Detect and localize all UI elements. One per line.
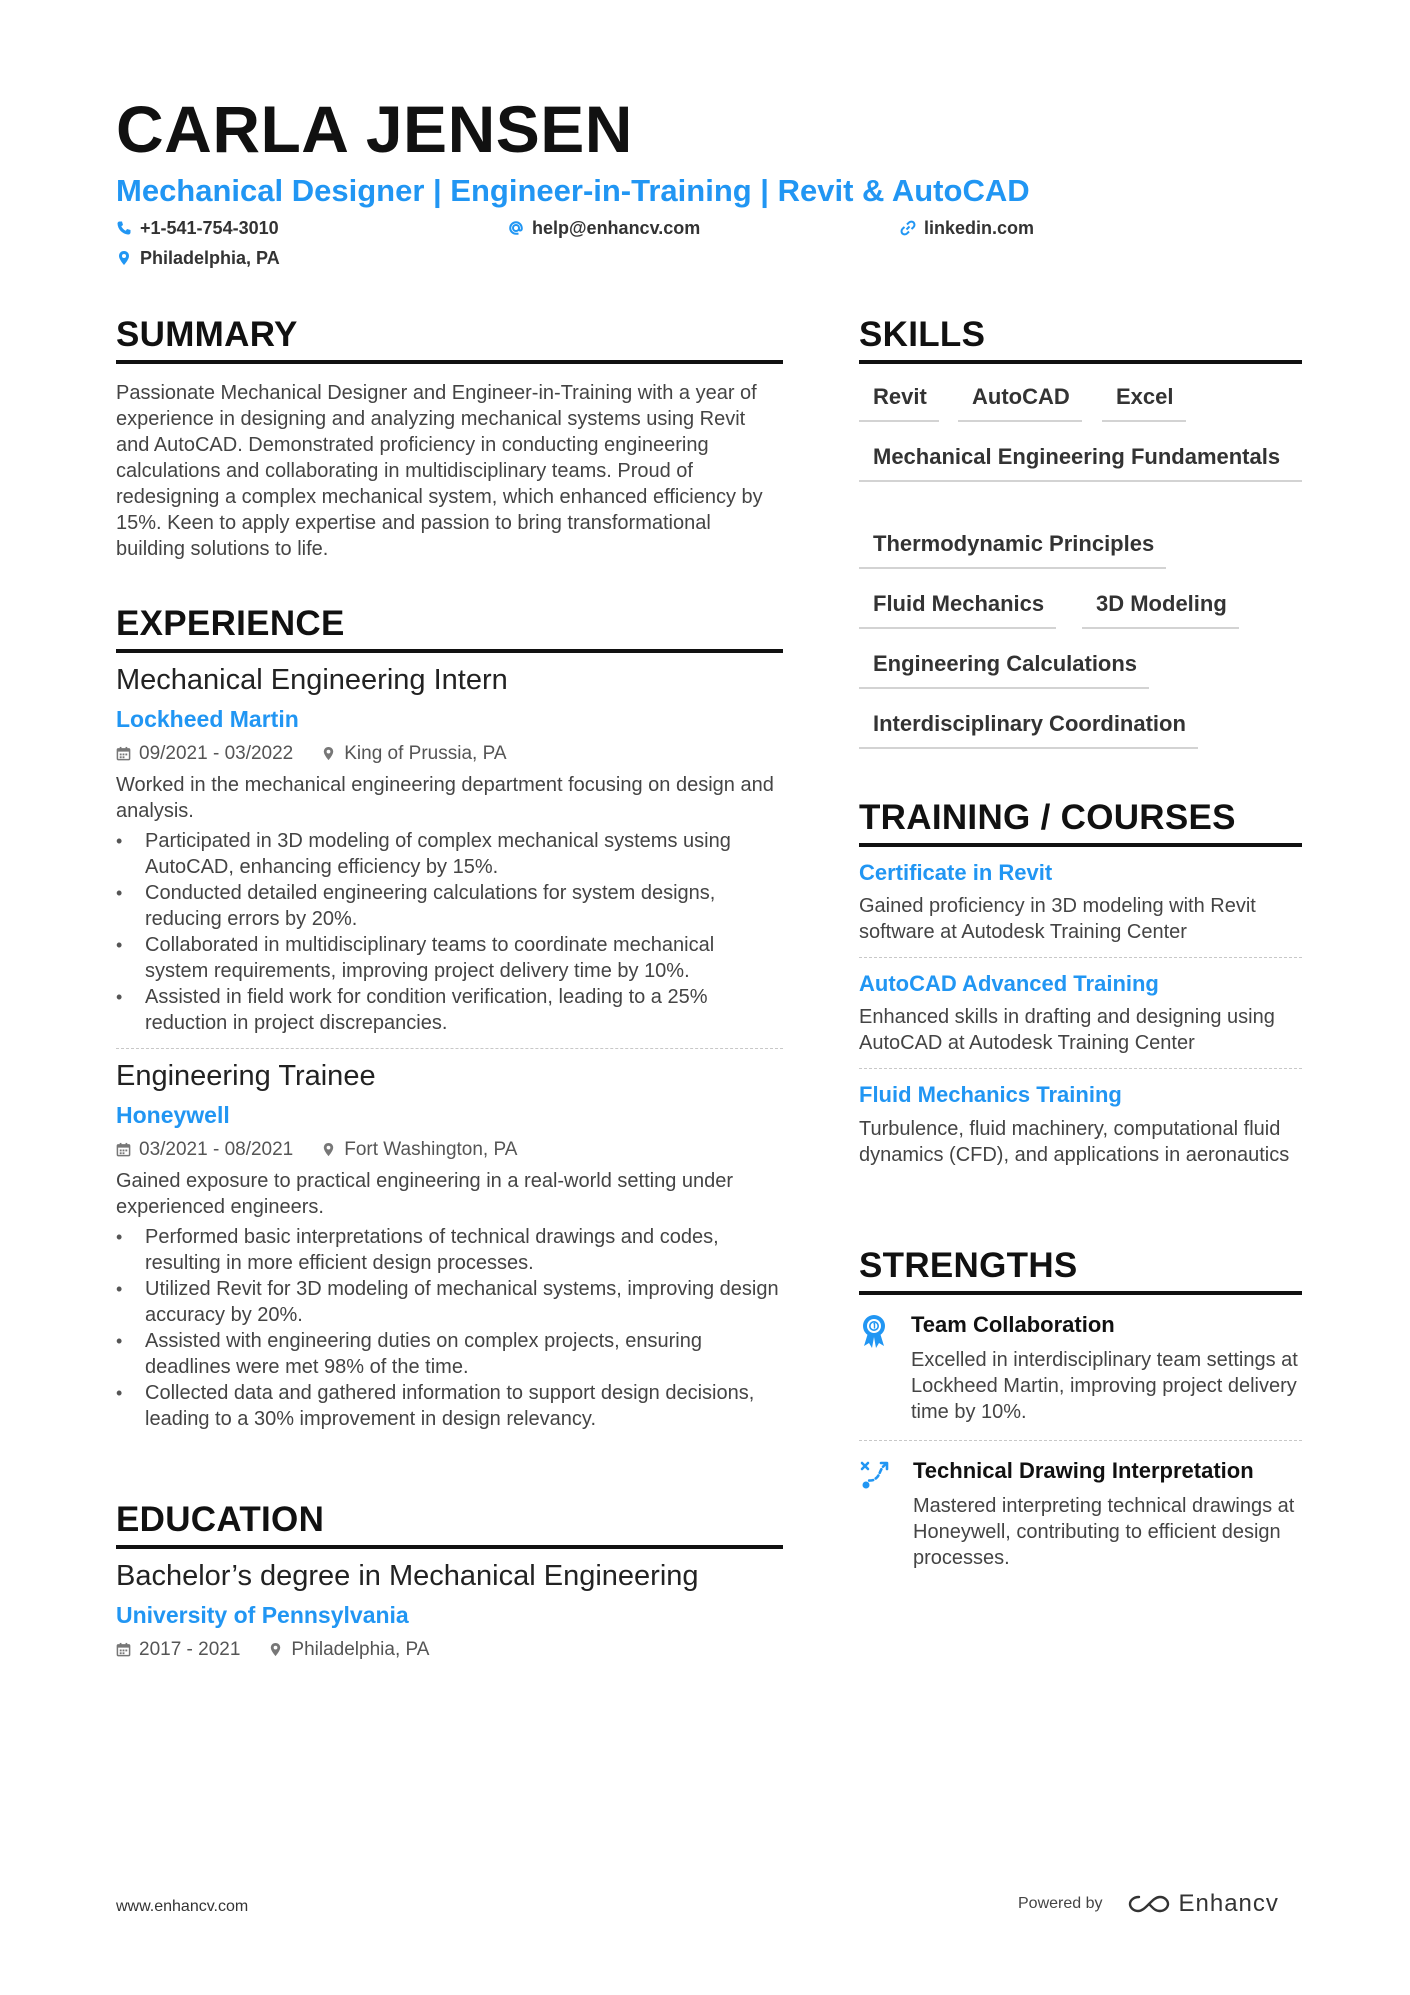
- experience-section: [116, 606, 783, 1432]
- job-entry: [116, 665, 783, 1036]
- course-description: Enhanced skills in drafting and designing using AutoCAD at Autodesk Training Center: [859, 1006, 1275, 1055]
- location-pin-icon: [321, 746, 336, 761]
- summary-heading: SUMMARY: [116, 315, 298, 354]
- job-bullet: • Utilized Revit for 3D modeling of mechanical systems, improving design accuracy by 20%.: [116, 1276, 783, 1328]
- entry-divider: [116, 1048, 783, 1049]
- job-description: Gained exposure to practical engineering in a real-world setting under experienced engineers.: [116, 1170, 734, 1219]
- job-location-text: Fort Washington, PA: [344, 1139, 518, 1161]
- strength-entry: [859, 1313, 1302, 1425]
- job-entry: [116, 1061, 783, 1432]
- section-rule: [859, 360, 1302, 364]
- strength-description: Mastered interpreting technical drawings at Honeywell, contributing to efficient design processes.: [913, 1495, 1295, 1570]
- award-ribbon-icon: [859, 1313, 889, 1349]
- section-rule: [116, 360, 783, 364]
- job-meta: [116, 744, 783, 763]
- job-location: [321, 744, 506, 763]
- candidate-name: CARLA JENSEN: [116, 92, 633, 166]
- location-text: Philadelphia, PA: [140, 248, 280, 268]
- skill-tag: Excel: [1102, 383, 1186, 422]
- job-bullet: • Participated in 3D modeling of complex mechanical systems using AutoCAD, enhancing efficiency by 15%.: [116, 828, 783, 880]
- footer-website[interactable]: www.enhancv.com: [116, 1898, 249, 1915]
- email-text: help@enhancv.com: [532, 218, 701, 238]
- job-bullet: • Performed basic interpretations of technical drawings and codes, resulting in more efficient design processes.: [116, 1224, 783, 1276]
- job-bullet: • Assisted with engineering duties on complex projects, ensuring deadlines were met 98% of the time.: [116, 1328, 783, 1380]
- course-description: Gained proficiency in 3D modeling with Revit software at Autodesk Training Center: [859, 895, 1256, 944]
- skill-tag: 3D Modeling: [1082, 590, 1239, 629]
- job-bullet: • Collaborated in multidisciplinary teams to coordinate mechanical system requirements, improving project delivery time by 10%.: [116, 932, 783, 984]
- location-pin-icon: [268, 1642, 283, 1657]
- skill-tag: Interdisciplinary Coordination: [859, 710, 1198, 749]
- course-entry: [859, 861, 1302, 945]
- section-rule: [116, 1545, 783, 1549]
- company-name: Honeywell: [116, 1102, 230, 1129]
- course-entry: [859, 972, 1302, 1056]
- strengths-section: [859, 1248, 1302, 1571]
- job-dates-text: 09/2021 - 03/2022: [139, 743, 294, 765]
- training-section: [859, 800, 1302, 1168]
- calendar-icon: [116, 1142, 131, 1157]
- at-sign-icon: [508, 220, 524, 236]
- strength-title: Team Collaboration: [911, 1312, 1115, 1337]
- education-dates: [116, 1640, 240, 1659]
- calendar-icon: [116, 1642, 131, 1657]
- phone-icon: [116, 220, 132, 236]
- powered-by-text: Powered by: [1018, 1895, 1103, 1912]
- training-heading: TRAINING / COURSES: [859, 798, 1236, 837]
- skills-section: [859, 317, 1302, 364]
- contact-linkedin[interactable]: [900, 219, 1034, 237]
- job-meta: [116, 1140, 783, 1159]
- contact-email[interactable]: [508, 219, 700, 237]
- company-name: Lockheed Martin: [116, 705, 299, 732]
- course-title: Certificate in Revit: [859, 860, 1053, 885]
- skill-tag: Mechanical Engineering Fundamentals: [859, 443, 1302, 482]
- job-dates: [116, 1140, 293, 1159]
- job-bullets: [116, 828, 783, 1036]
- skill-tag: Engineering Calculations: [859, 650, 1149, 689]
- path-arrow-icon: [859, 1459, 891, 1491]
- job-bullet: • Conducted detailed engineering calculations for system designs, reducing errors by 20%.: [116, 880, 783, 932]
- job-location: [321, 1140, 517, 1159]
- summary-section: [116, 317, 783, 562]
- strength-title: Technical Drawing Interpretation: [913, 1458, 1254, 1484]
- job-bullets: [116, 1224, 783, 1432]
- entry-divider: [859, 957, 1302, 958]
- skill-tag: Thermodynamic Principles: [859, 530, 1166, 569]
- education-location-text: Philadelphia, PA: [291, 1639, 430, 1661]
- job-title: Engineering Trainee: [116, 1060, 376, 1093]
- experience-heading: EXPERIENCE: [116, 604, 345, 643]
- course-title: Fluid Mechanics Training: [859, 1082, 1122, 1108]
- job-location-text: King of Prussia, PA: [344, 743, 507, 765]
- entry-divider: [859, 1068, 1302, 1069]
- entry-divider: [859, 1440, 1302, 1441]
- strength-body: [913, 1459, 1302, 1571]
- education-meta: [116, 1640, 783, 1659]
- job-dates-text: 03/2021 - 08/2021: [139, 1139, 294, 1161]
- education-heading: EDUCATION: [116, 1500, 325, 1539]
- strength-description: Excelled in interdisciplinary team settings at Lockheed Martin, improving project delivery time by 10%.: [911, 1349, 1298, 1424]
- section-rule: [859, 1291, 1302, 1295]
- summary-text: Passionate Mechanical Designer and Engineer-in-Training with a year of experience in designing and analyzing mechanical systems using Revit and AutoCAD. Demonstrated proficiency in conducting engineering calculations and collaborating in multidisciplinary teams. Proud of redesigning a complex mechanical system, which enhanced efficiency by 15%. Keen to apply expertise and passion to bring transformational building solutions to life.: [116, 382, 763, 560]
- skill-tag: AutoCAD: [958, 383, 1082, 422]
- strength-body: [911, 1313, 1302, 1425]
- course-description: Turbulence, fluid machinery, computational fluid dynamics (CFD), and applications in aeronautics: [859, 1117, 1290, 1166]
- course-entry: [859, 1083, 1302, 1167]
- job-title: Mechanical Engineering Intern: [116, 664, 508, 696]
- contact-location: [116, 249, 280, 267]
- education-section: [116, 1502, 783, 1659]
- candidate-headline: Mechanical Designer | Engineer-in-Training | Revit & AutoCAD: [116, 173, 1030, 208]
- phone-text: +1-541-754-3010: [140, 218, 279, 238]
- education-dates-text: 2017 - 2021: [139, 1639, 241, 1661]
- degree-title: Bachelor’s degree in Mechanical Engineering: [116, 1560, 699, 1592]
- job-bullet: • Assisted in field work for condition verification, leading to a 25% reduction in project discrepancies.: [116, 984, 783, 1036]
- strength-entry: [859, 1459, 1302, 1571]
- job-bullet: • Collected data and gathered information to support design decisions, leading to a 30% improvement in design relevancy.: [116, 1380, 783, 1432]
- strengths-heading: STRENGTHS: [859, 1246, 1078, 1285]
- link-icon: [900, 220, 916, 236]
- skill-tag: Fluid Mechanics: [859, 590, 1056, 629]
- section-rule: [859, 843, 1302, 847]
- school-name: University of Pennsylvania: [116, 1601, 409, 1628]
- job-dates: [116, 744, 293, 763]
- location-pin-icon: [321, 1142, 336, 1157]
- enhancv-logo-text: Enhancv: [1178, 1890, 1279, 1917]
- location-pin-icon: [116, 250, 132, 266]
- enhancv-logo[interactable]: [1127, 1890, 1279, 1918]
- linkedin-text: linkedin.com: [924, 218, 1035, 238]
- contact-phone[interactable]: [116, 219, 279, 237]
- footer-branding: [1018, 1890, 1279, 1918]
- calendar-icon: [116, 746, 131, 761]
- course-title: AutoCAD Advanced Training: [859, 971, 1159, 997]
- skill-tag: Revit: [859, 383, 939, 422]
- education-location: [268, 1640, 429, 1659]
- enhancv-logo-icon: [1127, 1893, 1171, 1915]
- section-rule: [116, 649, 783, 653]
- job-description: Worked in the mechanical engineering department focusing on design and analysis.: [116, 774, 774, 823]
- skills-heading: SKILLS: [859, 315, 986, 354]
